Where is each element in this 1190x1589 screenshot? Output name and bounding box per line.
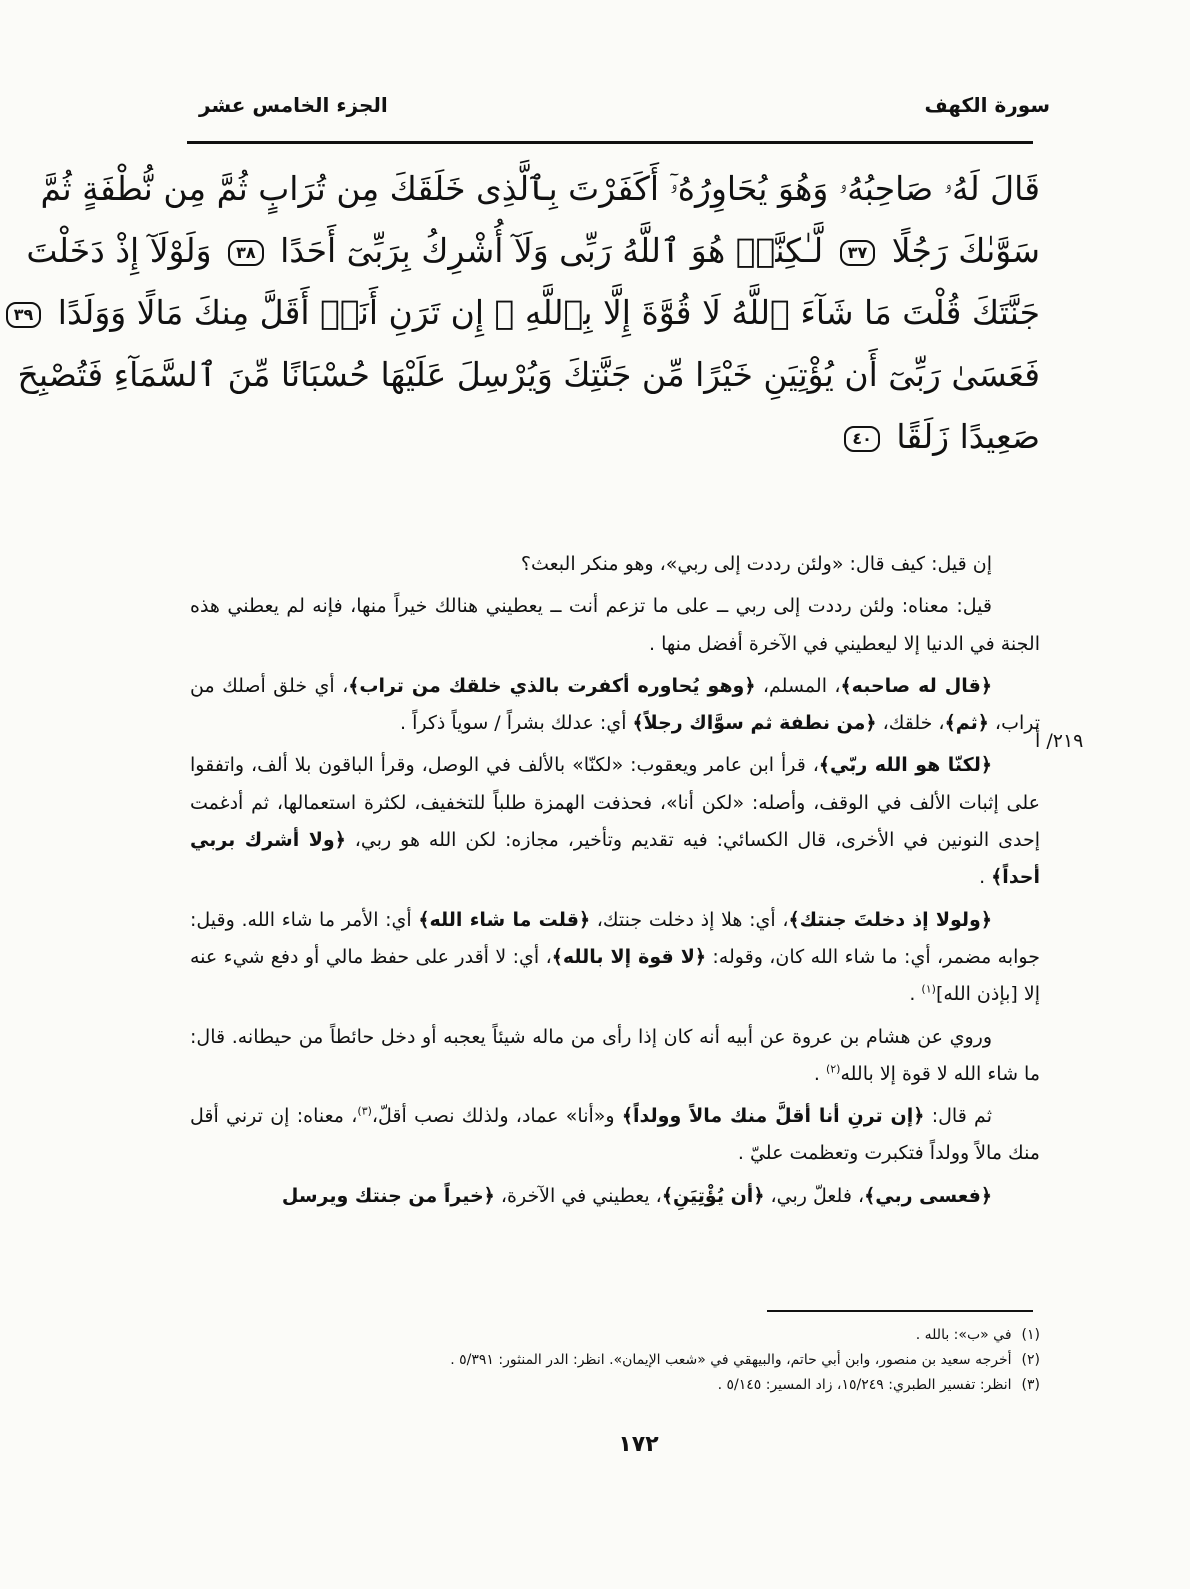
text: ، خلقك، [876, 712, 945, 735]
paragraph-8 [190, 1178, 1040, 1215]
text: ، فلعلّ ربي، [764, 1184, 865, 1207]
ayah-marker-40: ٤٠ [844, 426, 880, 452]
footnote-text: في «ب»: بالله . [915, 1327, 1012, 1343]
quote: ﴿فعسى ربي﴾ [864, 1184, 992, 1207]
text: ، قرأ ابن عامر ويعقوب: «لكنّا» بالألف في الوصل، وقرأ الباقون بلا ألف، واتفقوا على إثبات الألف في الوقف، وأصله: «لكن أنا»، فحذفت الهمزة طلباً للتخفيف، لكثرة استعمالها، ثم أدغمت إحدى النونين في الأخرى، قال الكسائي: فيه تقديم وتأخير، مجازه: لكن الله هو ربي، [190, 754, 1041, 852]
text: ، معناه: إن ترني أقل منك مالاً وولداً فتكبرت وتعظمت عليّ . [190, 1105, 1040, 1165]
footnote [190, 1373, 1040, 1398]
quote: ﴿قال له صاحبه﴾ [840, 674, 992, 697]
text: . [909, 983, 922, 1006]
paragraph-7 [190, 1098, 1040, 1173]
text: ، أي: لا أقدر على حفظ مالي أو دفع شيء عنه إلا [بإذن الله] [190, 945, 1040, 1006]
quote: ﴿قلت ما شاء الله﴾ [418, 908, 591, 931]
text: ثم قال: [924, 1105, 992, 1128]
quran-line-5-a: صَعِيدًا زَلَقًا [896, 417, 1040, 456]
paragraph-5 [190, 902, 1040, 1014]
quote: ﴿من نطفة ثم سوَّاك رجلاً﴾ [632, 712, 877, 735]
juz-title: الجزء الخامس عشر [199, 93, 388, 117]
footnotes [190, 1323, 1040, 1398]
manuscript-folio-note: ٢١٩/ أ [1035, 730, 1084, 752]
footnote [190, 1323, 1040, 1348]
header-rule [187, 141, 1033, 144]
paragraph-4 [190, 747, 1040, 896]
page-number: ١٧٢ [618, 1432, 659, 1457]
paragraph-1: إن قيل: كيف قال: «ولئن رددت إلى ربي»، وهو منكر البعث؟ [520, 553, 992, 575]
footnote-number: (٢) [1021, 1352, 1040, 1368]
text: ، يعطيني في الآخرة، [494, 1184, 662, 1207]
paragraph-2: قيل: معناه: ولئن رددت إلى ربي ــ على ما تزعم أنت ــ يعطيني هنالك خيراً منها، فإنه لم يعطني هذه الجنة في الدنيا إلا ليعطيني في الآخرة أفضل منها . [190, 595, 1040, 655]
quote: ﴿ولولا إذ دخلتَ جنتك﴾ [788, 908, 992, 931]
footnote-text: أخرجه سعيد بن منصور، وابن أبي حاتم، والبيهقي في «شعب الإيمان». انظر: الدر المنثور: ٥/٣٩١ . [450, 1352, 1012, 1368]
footnote-text: انظر: تفسير الطبري: ١٥/٢٤٩، زاد المسير: ٥/١٤٥ . [717, 1377, 1012, 1393]
quran-verses [13, 158, 1040, 468]
quote: ﴿ولا أشرك بربي أحداً﴾ [190, 829, 1040, 889]
text: أي: عدلك بشراً / سوياً ذكراً . [400, 712, 633, 735]
quran-line-1: قَالَ لَهُۥ صَاحِبُهُۥ وَهُوَ يُحَاوِرُهُۥٓ أَكَفَرْتَ بِٱلَّذِى خَلَقَكَ مِن تُرَابٍ ثُمَّ مِن نُّطْفَةٍ ثُمَّ [40, 169, 1040, 208]
quote: ﴿لكنّا هو الله ربّي﴾ [818, 754, 992, 777]
footnote-number: (٣) [1021, 1377, 1040, 1393]
quran-line-3 [13, 282, 1040, 344]
footnote-ref-2: (٢) [825, 1062, 841, 1076]
paragraph-6 [190, 1019, 1040, 1094]
text: ، أي: هلا إذ دخلت جنتك، [590, 908, 789, 931]
surah-title: سورة الكهف [924, 93, 1050, 117]
book-page [13, 0, 1190, 1589]
text: . [979, 866, 992, 889]
text: ، المسلم، [755, 674, 841, 697]
quran-line-2 [26, 220, 1040, 282]
ayah-marker-38: ٣٨ [228, 240, 264, 266]
quote: ﴿إن ترنِ أنا أقلَّ منك مالاً وولداً﴾ [621, 1105, 925, 1128]
text: و«أنا» عماد، ولذلك نصب أقلّ، [371, 1105, 622, 1128]
quran-line-2-a: سَوَّىٰكَ رَجُلًا [891, 231, 1040, 270]
quote: ﴿ثم﴾ [944, 712, 989, 735]
ayah-marker-39: ٣٩ [6, 302, 42, 328]
footnote-ref-3: (٣) [357, 1104, 372, 1118]
text: ، أي خلق أصلك من تراب، [190, 674, 1040, 735]
quote: ﴿وهو يُحاوره أكفرت بالذي خلقك من تراب﴾ [348, 674, 756, 697]
quran-line-5 [190, 406, 1040, 468]
quran-line-3-a: جَنَّتَكَ قُلْتَ مَا شَآءَ ٱللَّهُ لَا قُوَّةَ إِلَّا بِٱللَّهِ ۚ إِن تَرَنِ أَنَا۠ أَقَلَّ مِنكَ مَالًا وَوَلَدًا [57, 293, 1040, 332]
paragraph-3 [190, 668, 1040, 743]
quote: ﴿خيراً من جنتك ويرسل [281, 1184, 495, 1207]
quote: ﴿لا قوة إلا بالله﴾ [551, 945, 707, 968]
ayah-marker-37: ٣٧ [840, 240, 876, 266]
text: . [813, 1062, 826, 1085]
quran-line-2-c: وَلَوْلَآ إِذْ دَخَلْتَ [26, 231, 212, 270]
footnote [190, 1348, 1040, 1373]
footnote-ref-1: (١) [921, 982, 936, 996]
text: أي: الأمر ما شاء الله. وقيل: جوابه مضمر، أي: ما شاء الله كان، وقوله: [190, 908, 1040, 968]
quran-line-4: فَعَسَىٰ رَبِّىٓ أَن يُؤْتِيَنِ خَيْرًا مِّن جَنَّتِكَ وَيُرْسِلَ عَلَيْهَا حُسْبَانًا مِّنَ ٱلسَّمَآءِ فَتُصْبِحَ [17, 355, 1040, 394]
commentary [190, 546, 1040, 1220]
quote: ﴿أن يُؤْتِيَنِ﴾ [661, 1184, 765, 1207]
footnote-number: (١) [1021, 1327, 1040, 1343]
footnote-rule [767, 1310, 1033, 1312]
quran-line-2-b: لَّـٰكِنَّا۠ هُوَ ٱللَّهُ رَبِّى وَلَآ أُشْرِكُ بِرَبِّىٓ أَحَدًا [280, 231, 824, 270]
text: وروي عن هشام بن عروة عن أبيه أنه كان إذا رأى من ماله شيئاً يعجبه أو دخل حائطاً من حيطانه. قال: ما شاء الله لا قوة إلا بالله [190, 1025, 1040, 1085]
